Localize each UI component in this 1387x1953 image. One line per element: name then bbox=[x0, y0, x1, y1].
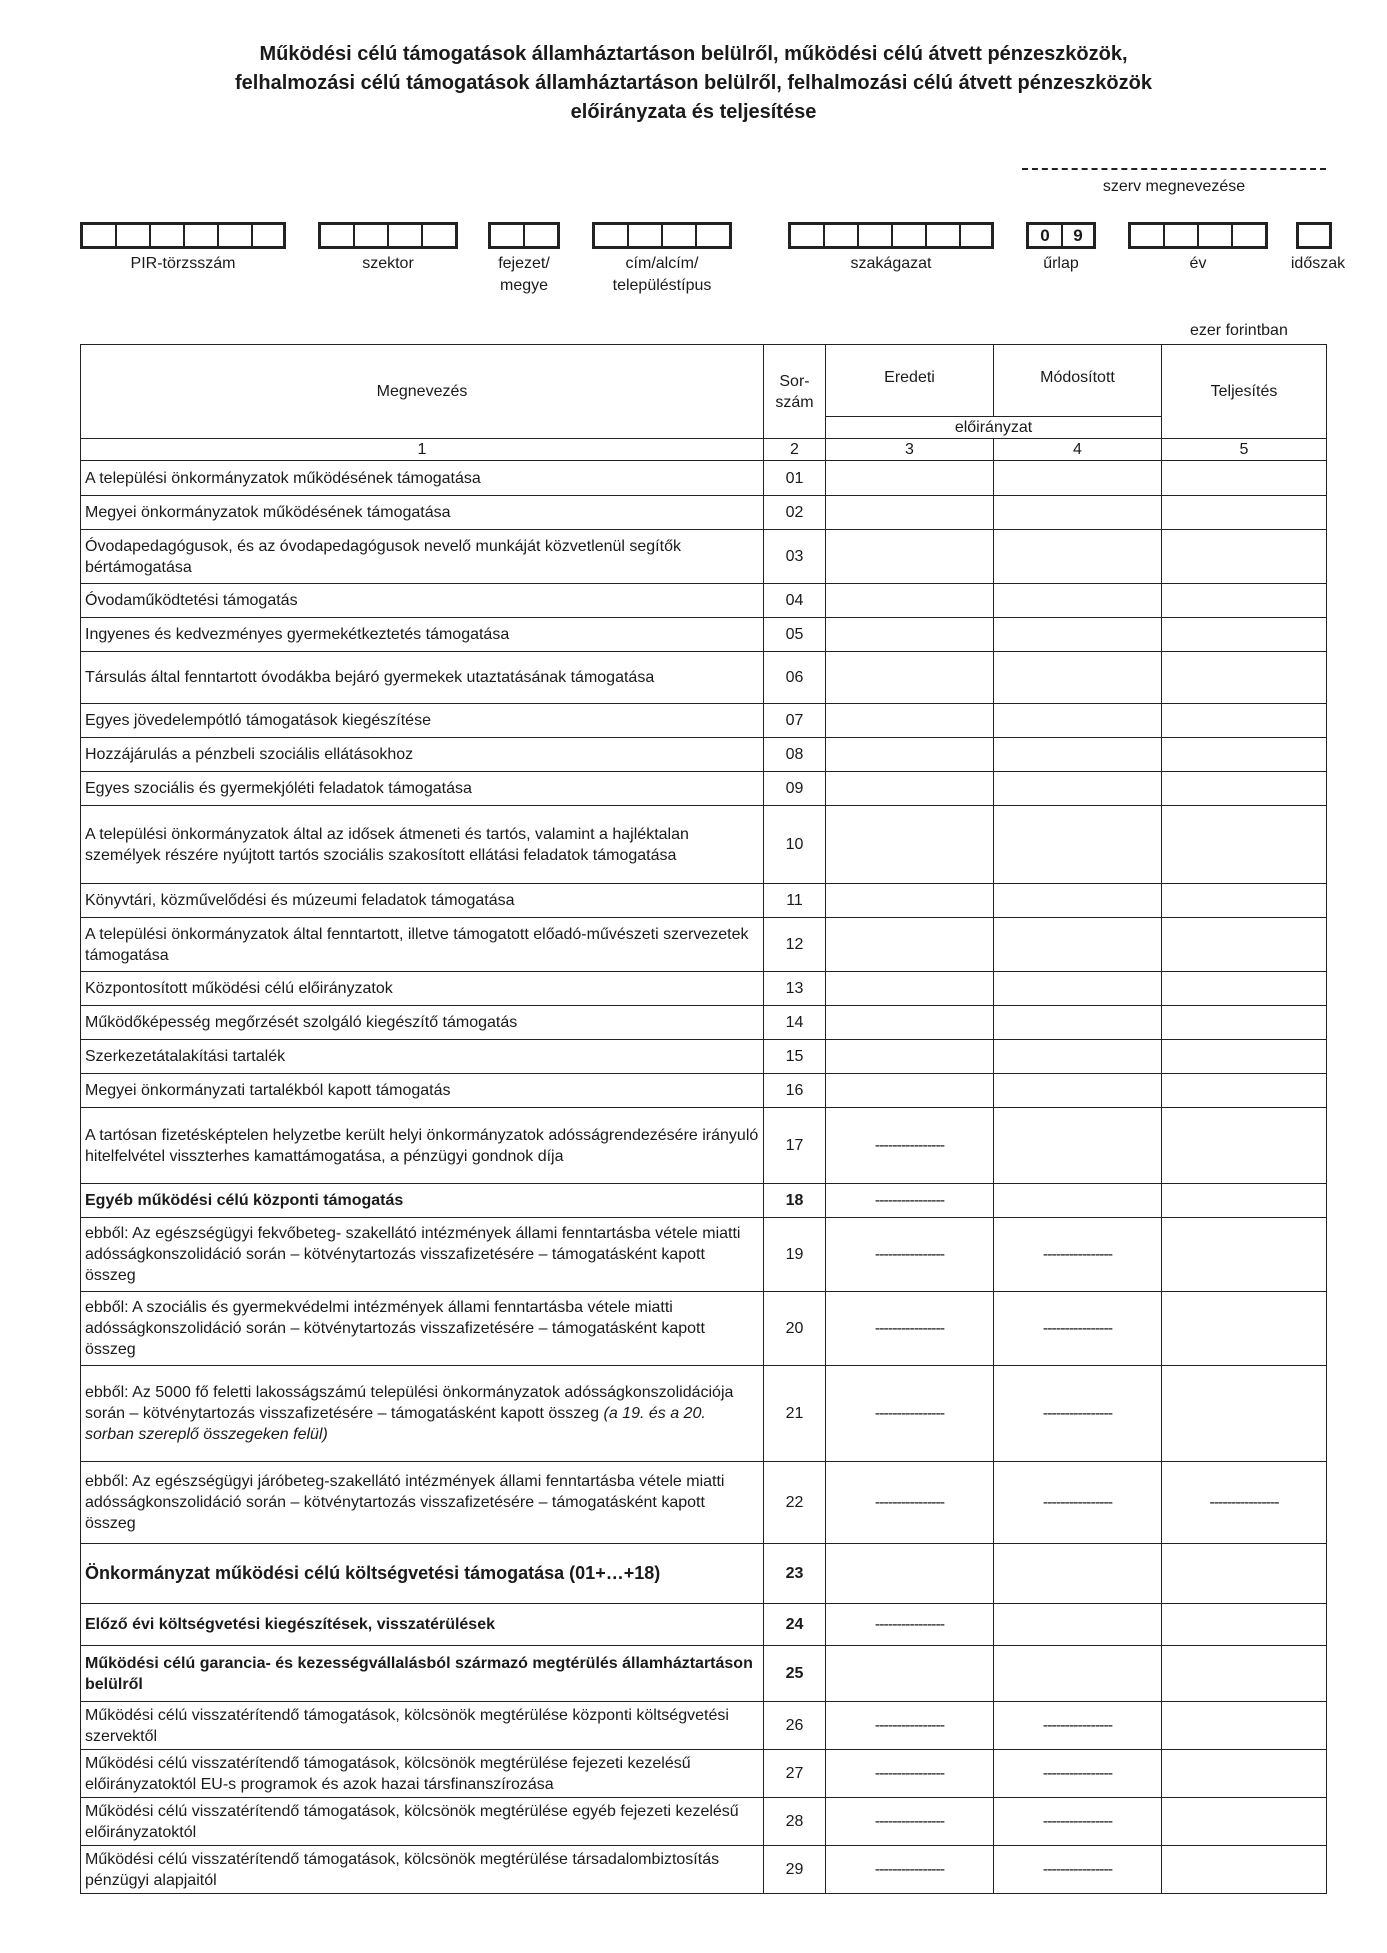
eredeti-dash: ---------------- bbox=[826, 1108, 994, 1184]
col-number-3: 3 bbox=[826, 439, 994, 461]
eredeti-dash: ---------------- bbox=[826, 1702, 994, 1750]
row-number: 26 bbox=[764, 1702, 826, 1750]
modositott-cell[interactable] bbox=[994, 1108, 1162, 1184]
modositott-dash: ---------------- bbox=[994, 1462, 1162, 1544]
row-number: 19 bbox=[764, 1218, 826, 1292]
modositott-dash: ---------------- bbox=[994, 1366, 1162, 1462]
pir-field[interactable] bbox=[80, 222, 286, 249]
teljesites-cell[interactable] bbox=[1162, 584, 1327, 618]
table-row bbox=[81, 772, 1327, 806]
row-number: 12 bbox=[764, 918, 826, 972]
row-label: Megyei önkormányzatok működésének támogatása bbox=[81, 496, 764, 530]
row-number: 22 bbox=[764, 1462, 826, 1544]
header-eloiranyzat: előirányzat bbox=[826, 417, 1162, 439]
ev-field[interactable] bbox=[1128, 222, 1268, 249]
table-row bbox=[81, 1366, 1327, 1462]
column-number-row bbox=[81, 439, 1327, 461]
teljesites-cell[interactable] bbox=[1162, 1074, 1327, 1108]
row-label: Működési célú visszatérítendő támogatások, kölcsönök megtérülése társadalombiztosítás pénzügyi alapjaitól bbox=[81, 1846, 764, 1894]
eredeti-cell[interactable] bbox=[826, 530, 994, 584]
header-modositott: Módosított bbox=[994, 345, 1162, 417]
modositott-cell[interactable] bbox=[994, 1544, 1162, 1604]
row-label: Ingyenes és kedvezményes gyermekétkeztetés támogatása bbox=[81, 618, 764, 652]
eredeti-dash: ---------------- bbox=[826, 1218, 994, 1292]
modositott-cell[interactable] bbox=[994, 738, 1162, 772]
teljesites-cell[interactable] bbox=[1162, 884, 1327, 918]
modositott-cell[interactable] bbox=[994, 1040, 1162, 1074]
eredeti-cell[interactable] bbox=[826, 1006, 994, 1040]
row-number: 25 bbox=[764, 1646, 826, 1702]
eredeti-dash: ---------------- bbox=[826, 1846, 994, 1894]
row-number: 20 bbox=[764, 1292, 826, 1366]
ev-label: év bbox=[1189, 255, 1207, 272]
table-row bbox=[81, 884, 1327, 918]
header-sorszam bbox=[764, 345, 826, 439]
fejezet-label-line-2: megye bbox=[499, 277, 549, 294]
modositott-dash: ---------------- bbox=[994, 1798, 1162, 1846]
cim-label-line-1: cím/alcím/ bbox=[625, 255, 699, 272]
table-row bbox=[81, 738, 1327, 772]
table-row bbox=[81, 1702, 1327, 1750]
urlap-label: űrlap bbox=[1043, 255, 1079, 272]
row-number: 02 bbox=[764, 496, 826, 530]
row-label: A települési önkormányzatok által fenntartott, illetve támogatott előadó-művészeti szervezetek támogatása bbox=[81, 918, 764, 972]
modositott-cell[interactable] bbox=[994, 704, 1162, 738]
modositott-cell[interactable] bbox=[994, 1184, 1162, 1218]
eredeti-dash: ---------------- bbox=[826, 1462, 994, 1544]
teljesites-cell[interactable] bbox=[1162, 1040, 1327, 1074]
row-number: 10 bbox=[764, 806, 826, 884]
col-number-4: 4 bbox=[994, 439, 1162, 461]
col-number-5: 5 bbox=[1162, 439, 1327, 461]
table-row bbox=[81, 461, 1327, 496]
row-number: 01 bbox=[764, 461, 826, 496]
modositott-dash: ---------------- bbox=[994, 1702, 1162, 1750]
urlap-field bbox=[1026, 222, 1096, 249]
modositott-cell[interactable] bbox=[994, 1646, 1162, 1702]
table-row bbox=[81, 1006, 1327, 1040]
urlap-digit-2: 9 bbox=[1073, 226, 1083, 245]
teljesites-cell[interactable] bbox=[1162, 972, 1327, 1006]
row-label: A települési önkormányzatok által az idősek átmeneti és tartós, valamint a hajléktalan személyek részére nyújtott tartós szociális szakosított ellátási feladatok támogatása bbox=[81, 806, 764, 884]
row-number: 29 bbox=[764, 1846, 826, 1894]
modositott-cell[interactable] bbox=[994, 1006, 1162, 1040]
eredeti-cell[interactable] bbox=[826, 1074, 994, 1108]
table-row bbox=[81, 806, 1327, 884]
modositott-cell[interactable] bbox=[994, 461, 1162, 496]
row-label: Egyes jövedelempótló támogatások kiegészítése bbox=[81, 704, 764, 738]
row-number: 16 bbox=[764, 1074, 826, 1108]
org-name-label: szerv megnevezése bbox=[1102, 178, 1246, 195]
teljesites-cell[interactable] bbox=[1162, 1108, 1327, 1184]
modositott-cell[interactable] bbox=[994, 652, 1162, 704]
teljesites-cell[interactable] bbox=[1162, 652, 1327, 704]
row-number: 08 bbox=[764, 738, 826, 772]
table-row bbox=[81, 1184, 1327, 1218]
teljesites-cell[interactable] bbox=[1162, 1366, 1327, 1462]
szakagazat-label: szakágazat bbox=[850, 255, 932, 272]
modositott-cell[interactable] bbox=[994, 584, 1162, 618]
row-number: 23 bbox=[764, 1544, 826, 1604]
row-label: Szerkezetátalakítási tartalék bbox=[81, 1040, 764, 1074]
eredeti-cell[interactable] bbox=[826, 652, 994, 704]
eredeti-dash: ---------------- bbox=[826, 1366, 994, 1462]
table-row bbox=[81, 1074, 1327, 1108]
row-number: 04 bbox=[764, 584, 826, 618]
modositott-cell[interactable] bbox=[994, 496, 1162, 530]
table-row bbox=[81, 1646, 1327, 1702]
fejezet-label-line-1: fejezet/ bbox=[498, 255, 550, 272]
teljesites-cell[interactable] bbox=[1162, 1846, 1327, 1894]
modositott-cell[interactable] bbox=[994, 972, 1162, 1006]
eredeti-cell[interactable] bbox=[826, 704, 994, 738]
modositott-cell[interactable] bbox=[994, 772, 1162, 806]
teljesites-cell[interactable] bbox=[1162, 1798, 1327, 1846]
fejezet-field[interactable] bbox=[488, 222, 560, 249]
row-label: Óvodapedagógusok, és az óvodapedagógusok nevelő munkáját közvetlenül segítők bértámogatása bbox=[81, 530, 764, 584]
row-number: 07 bbox=[764, 704, 826, 738]
row-label: Könyvtári, közművelődési és múzeumi feladatok támogatása bbox=[81, 884, 764, 918]
eredeti-dash: ---------------- bbox=[826, 1750, 994, 1798]
row-label: ebből: Az egészségügyi fekvőbeteg- szakellátó intézmények állami fenntartásba vétele miatti adósságkonszolidáció során – kötvénytartozás visszafizetésére – támogatásként kapott összeg bbox=[81, 1218, 764, 1292]
row-label: Működési célú visszatérítendő támogatások, kölcsönök megtérülése központi költségvetési szervektől bbox=[81, 1702, 764, 1750]
header-sorszam-line-1: Sor- bbox=[779, 372, 810, 390]
table-row bbox=[81, 704, 1327, 738]
eredeti-cell[interactable] bbox=[826, 1040, 994, 1074]
row-label: Működőképesség megőrzését szolgáló kiegészítő támogatás bbox=[81, 1006, 764, 1040]
szektor-label: szektor bbox=[362, 255, 414, 272]
data-table bbox=[80, 344, 1327, 1894]
row-label: Önkormányzat működési célú költségvetési támogatása (01+…+18) bbox=[81, 1544, 764, 1604]
col-number-2: 2 bbox=[764, 439, 826, 461]
header-name: Megnevezés bbox=[81, 345, 764, 439]
header-sorszam-line-2: szám bbox=[775, 393, 814, 411]
szektor-field[interactable] bbox=[318, 222, 458, 249]
row-number: 21 bbox=[764, 1366, 826, 1462]
row-number: 27 bbox=[764, 1750, 826, 1798]
row-label: Társulás által fenntartott óvodákba bejáró gyermekek utaztatásának támogatása bbox=[81, 652, 764, 704]
title-line-3: előirányzata és teljesítése bbox=[570, 101, 817, 123]
teljesites-cell[interactable] bbox=[1162, 618, 1327, 652]
teljesites-cell[interactable] bbox=[1162, 461, 1327, 496]
teljesites-cell[interactable] bbox=[1162, 1218, 1327, 1292]
eredeti-cell[interactable] bbox=[826, 496, 994, 530]
modositott-cell[interactable] bbox=[994, 884, 1162, 918]
col-number-1: 1 bbox=[81, 439, 764, 461]
idoszak-label: időszak bbox=[1290, 255, 1346, 272]
modositott-dash: ---------------- bbox=[994, 1218, 1162, 1292]
modositott-cell[interactable] bbox=[994, 530, 1162, 584]
modositott-dash: ---------------- bbox=[994, 1750, 1162, 1798]
row-label-note: (a 19. és a 20. sorban szereplő összegeken felül) bbox=[85, 1405, 706, 1443]
row-number: 06 bbox=[764, 652, 826, 704]
teljesites-cell[interactable] bbox=[1162, 704, 1327, 738]
cim-label-line-2: településtípus bbox=[612, 277, 712, 294]
modositott-cell[interactable] bbox=[994, 618, 1162, 652]
form-title bbox=[160, 40, 1227, 127]
row-label: ebből: A szociális és gyermekvédelmi intézmények állami fenntartásba vétele miatti adósságkonszolidáció során – kötvénytartozás visszafizetésére – támogatásként kapott összeg bbox=[81, 1292, 764, 1366]
row-number: 11 bbox=[764, 884, 826, 918]
modositott-cell[interactable] bbox=[994, 806, 1162, 884]
table-row bbox=[81, 1798, 1327, 1846]
row-number: 13 bbox=[764, 972, 826, 1006]
row-number: 18 bbox=[764, 1184, 826, 1218]
eredeti-cell[interactable] bbox=[826, 738, 994, 772]
row-number: 05 bbox=[764, 618, 826, 652]
row-number: 17 bbox=[764, 1108, 826, 1184]
teljesites-cell[interactable] bbox=[1162, 530, 1327, 584]
eredeti-cell[interactable] bbox=[826, 972, 994, 1006]
teljesites-cell[interactable] bbox=[1162, 1184, 1327, 1218]
teljesites-cell[interactable] bbox=[1162, 1604, 1327, 1646]
org-name-field[interactable] bbox=[1022, 168, 1326, 170]
table-row bbox=[81, 1750, 1327, 1798]
table-row bbox=[81, 1462, 1327, 1544]
eredeti-cell[interactable] bbox=[826, 584, 994, 618]
eredeti-cell[interactable] bbox=[826, 772, 994, 806]
row-number: 09 bbox=[764, 772, 826, 806]
row-number: 28 bbox=[764, 1798, 826, 1846]
row-label: A tartósan fizetésképtelen helyzetbe került helyi önkormányzatok adósságrendezésére irányuló hitelfelvétel visszterhes kamattámogatása, a pénzügyi gondnok díja bbox=[81, 1108, 764, 1184]
table-row bbox=[81, 652, 1327, 704]
row-number: 24 bbox=[764, 1604, 826, 1646]
cim-label bbox=[582, 253, 742, 297]
title-line-1: Működési célú támogatások államháztartáson belülről, működési célú átvett pénzeszközök, bbox=[259, 43, 1128, 65]
row-number: 14 bbox=[764, 1006, 826, 1040]
table-row bbox=[81, 1218, 1327, 1292]
table-row bbox=[81, 972, 1327, 1006]
modositott-cell[interactable] bbox=[994, 1074, 1162, 1108]
eredeti-dash: ---------------- bbox=[826, 1604, 994, 1646]
teljesites-cell[interactable] bbox=[1162, 1646, 1327, 1702]
table-row bbox=[81, 496, 1327, 530]
row-label: Központosított működési célú előirányzatok bbox=[81, 972, 764, 1006]
teljesites-cell[interactable] bbox=[1162, 1292, 1327, 1366]
teljesites-cell[interactable] bbox=[1162, 1006, 1327, 1040]
row-number: 15 bbox=[764, 1040, 826, 1074]
teljesites-cell[interactable] bbox=[1162, 1544, 1327, 1604]
teljesites-dash: ---------------- bbox=[1162, 1462, 1327, 1544]
modositott-dash: ---------------- bbox=[994, 1292, 1162, 1366]
table-row bbox=[81, 1108, 1327, 1184]
row-label: Működési célú garancia- és kezességvállalásból származó megtérülés államháztartáson belülről bbox=[81, 1646, 764, 1702]
row-label bbox=[81, 1366, 764, 1462]
table-row bbox=[81, 1544, 1327, 1604]
header-eredeti: Eredeti bbox=[826, 345, 994, 417]
eredeti-cell[interactable] bbox=[826, 1646, 994, 1702]
eredeti-cell[interactable] bbox=[826, 618, 994, 652]
eredeti-cell[interactable] bbox=[826, 1544, 994, 1604]
header-teljesites: Teljesítés bbox=[1162, 345, 1327, 439]
teljesites-cell[interactable] bbox=[1162, 918, 1327, 972]
row-label: Egyéb működési célú központi támogatás bbox=[81, 1184, 764, 1218]
eredeti-cell[interactable] bbox=[826, 461, 994, 496]
table-row bbox=[81, 1040, 1327, 1074]
row-label: Előző évi költségvetési kiegészítések, visszatérülések bbox=[81, 1604, 764, 1646]
fejezet-label bbox=[468, 253, 580, 297]
unit-label: ezer forintban bbox=[1190, 322, 1288, 339]
row-label: Megyei önkormányzati tartalékból kapott támogatás bbox=[81, 1074, 764, 1108]
row-label: Hozzájárulás a pénzbeli szociális ellátásokhoz bbox=[81, 738, 764, 772]
teljesites-cell[interactable] bbox=[1162, 738, 1327, 772]
row-label: Működési célú visszatérítendő támogatások, kölcsönök megtérülése fejezeti kezelésű előirányzatoktól EU-s programok és azok hazai társfinanszírozása bbox=[81, 1750, 764, 1798]
modositott-dash: ---------------- bbox=[994, 1846, 1162, 1894]
eredeti-cell[interactable] bbox=[826, 806, 994, 884]
table-row bbox=[81, 1846, 1327, 1894]
row-label-text: ebből: Az 5000 fő feletti lakosságszámú települési önkormányzatok adósságkonszolidációja során – kötvénytartozás visszafizetésére – támogatásként kapott összeg bbox=[85, 1384, 734, 1422]
row-label: Óvodaműködtetési támogatás bbox=[81, 584, 764, 618]
row-label: A települési önkormányzatok működésének támogatása bbox=[81, 461, 764, 496]
teljesites-cell[interactable] bbox=[1162, 1702, 1327, 1750]
szakagazat-field[interactable] bbox=[788, 222, 994, 249]
table-row bbox=[81, 1604, 1327, 1646]
row-label: Működési célú visszatérítendő támogatások, kölcsönök megtérülése egyéb fejezeti kezelésű előirányzatoktól bbox=[81, 1798, 764, 1846]
teljesites-cell[interactable] bbox=[1162, 806, 1327, 884]
row-number: 03 bbox=[764, 530, 826, 584]
table-row bbox=[81, 618, 1327, 652]
table-row bbox=[81, 918, 1327, 972]
eredeti-cell[interactable] bbox=[826, 884, 994, 918]
pir-label: PIR-törzsszám bbox=[130, 255, 236, 272]
row-label: Egyes szociális és gyermekjóléti feladatok támogatása bbox=[81, 772, 764, 806]
eredeti-cell[interactable] bbox=[826, 918, 994, 972]
header-row bbox=[81, 345, 1327, 417]
idoszak-field[interactable] bbox=[1296, 222, 1332, 249]
teljesites-cell[interactable] bbox=[1162, 496, 1327, 530]
title-line-2: felhalmozási célú támogatások államháztartáson belülről, felhalmozási célú átvett pénzeszközök bbox=[235, 72, 1152, 94]
modositott-cell[interactable] bbox=[994, 918, 1162, 972]
eredeti-dash: ---------------- bbox=[826, 1292, 994, 1366]
eredeti-dash: ---------------- bbox=[826, 1184, 994, 1218]
teljesites-cell[interactable] bbox=[1162, 1750, 1327, 1798]
row-label: ebből: Az egészségügyi járóbeteg-szakellátó intézmények állami fenntartásba vétele miatti adósságkonszolidáció során – kötvénytartozás visszafizetésére – támogatásként kapott összeg bbox=[81, 1462, 764, 1544]
cim-field[interactable] bbox=[592, 222, 732, 249]
modositott-cell[interactable] bbox=[994, 1604, 1162, 1646]
urlap-digit-1: 0 bbox=[1029, 225, 1063, 246]
table-row bbox=[81, 584, 1327, 618]
eredeti-dash: ---------------- bbox=[826, 1798, 994, 1846]
table-row bbox=[81, 1292, 1327, 1366]
teljesites-cell[interactable] bbox=[1162, 772, 1327, 806]
table-row bbox=[81, 530, 1327, 584]
